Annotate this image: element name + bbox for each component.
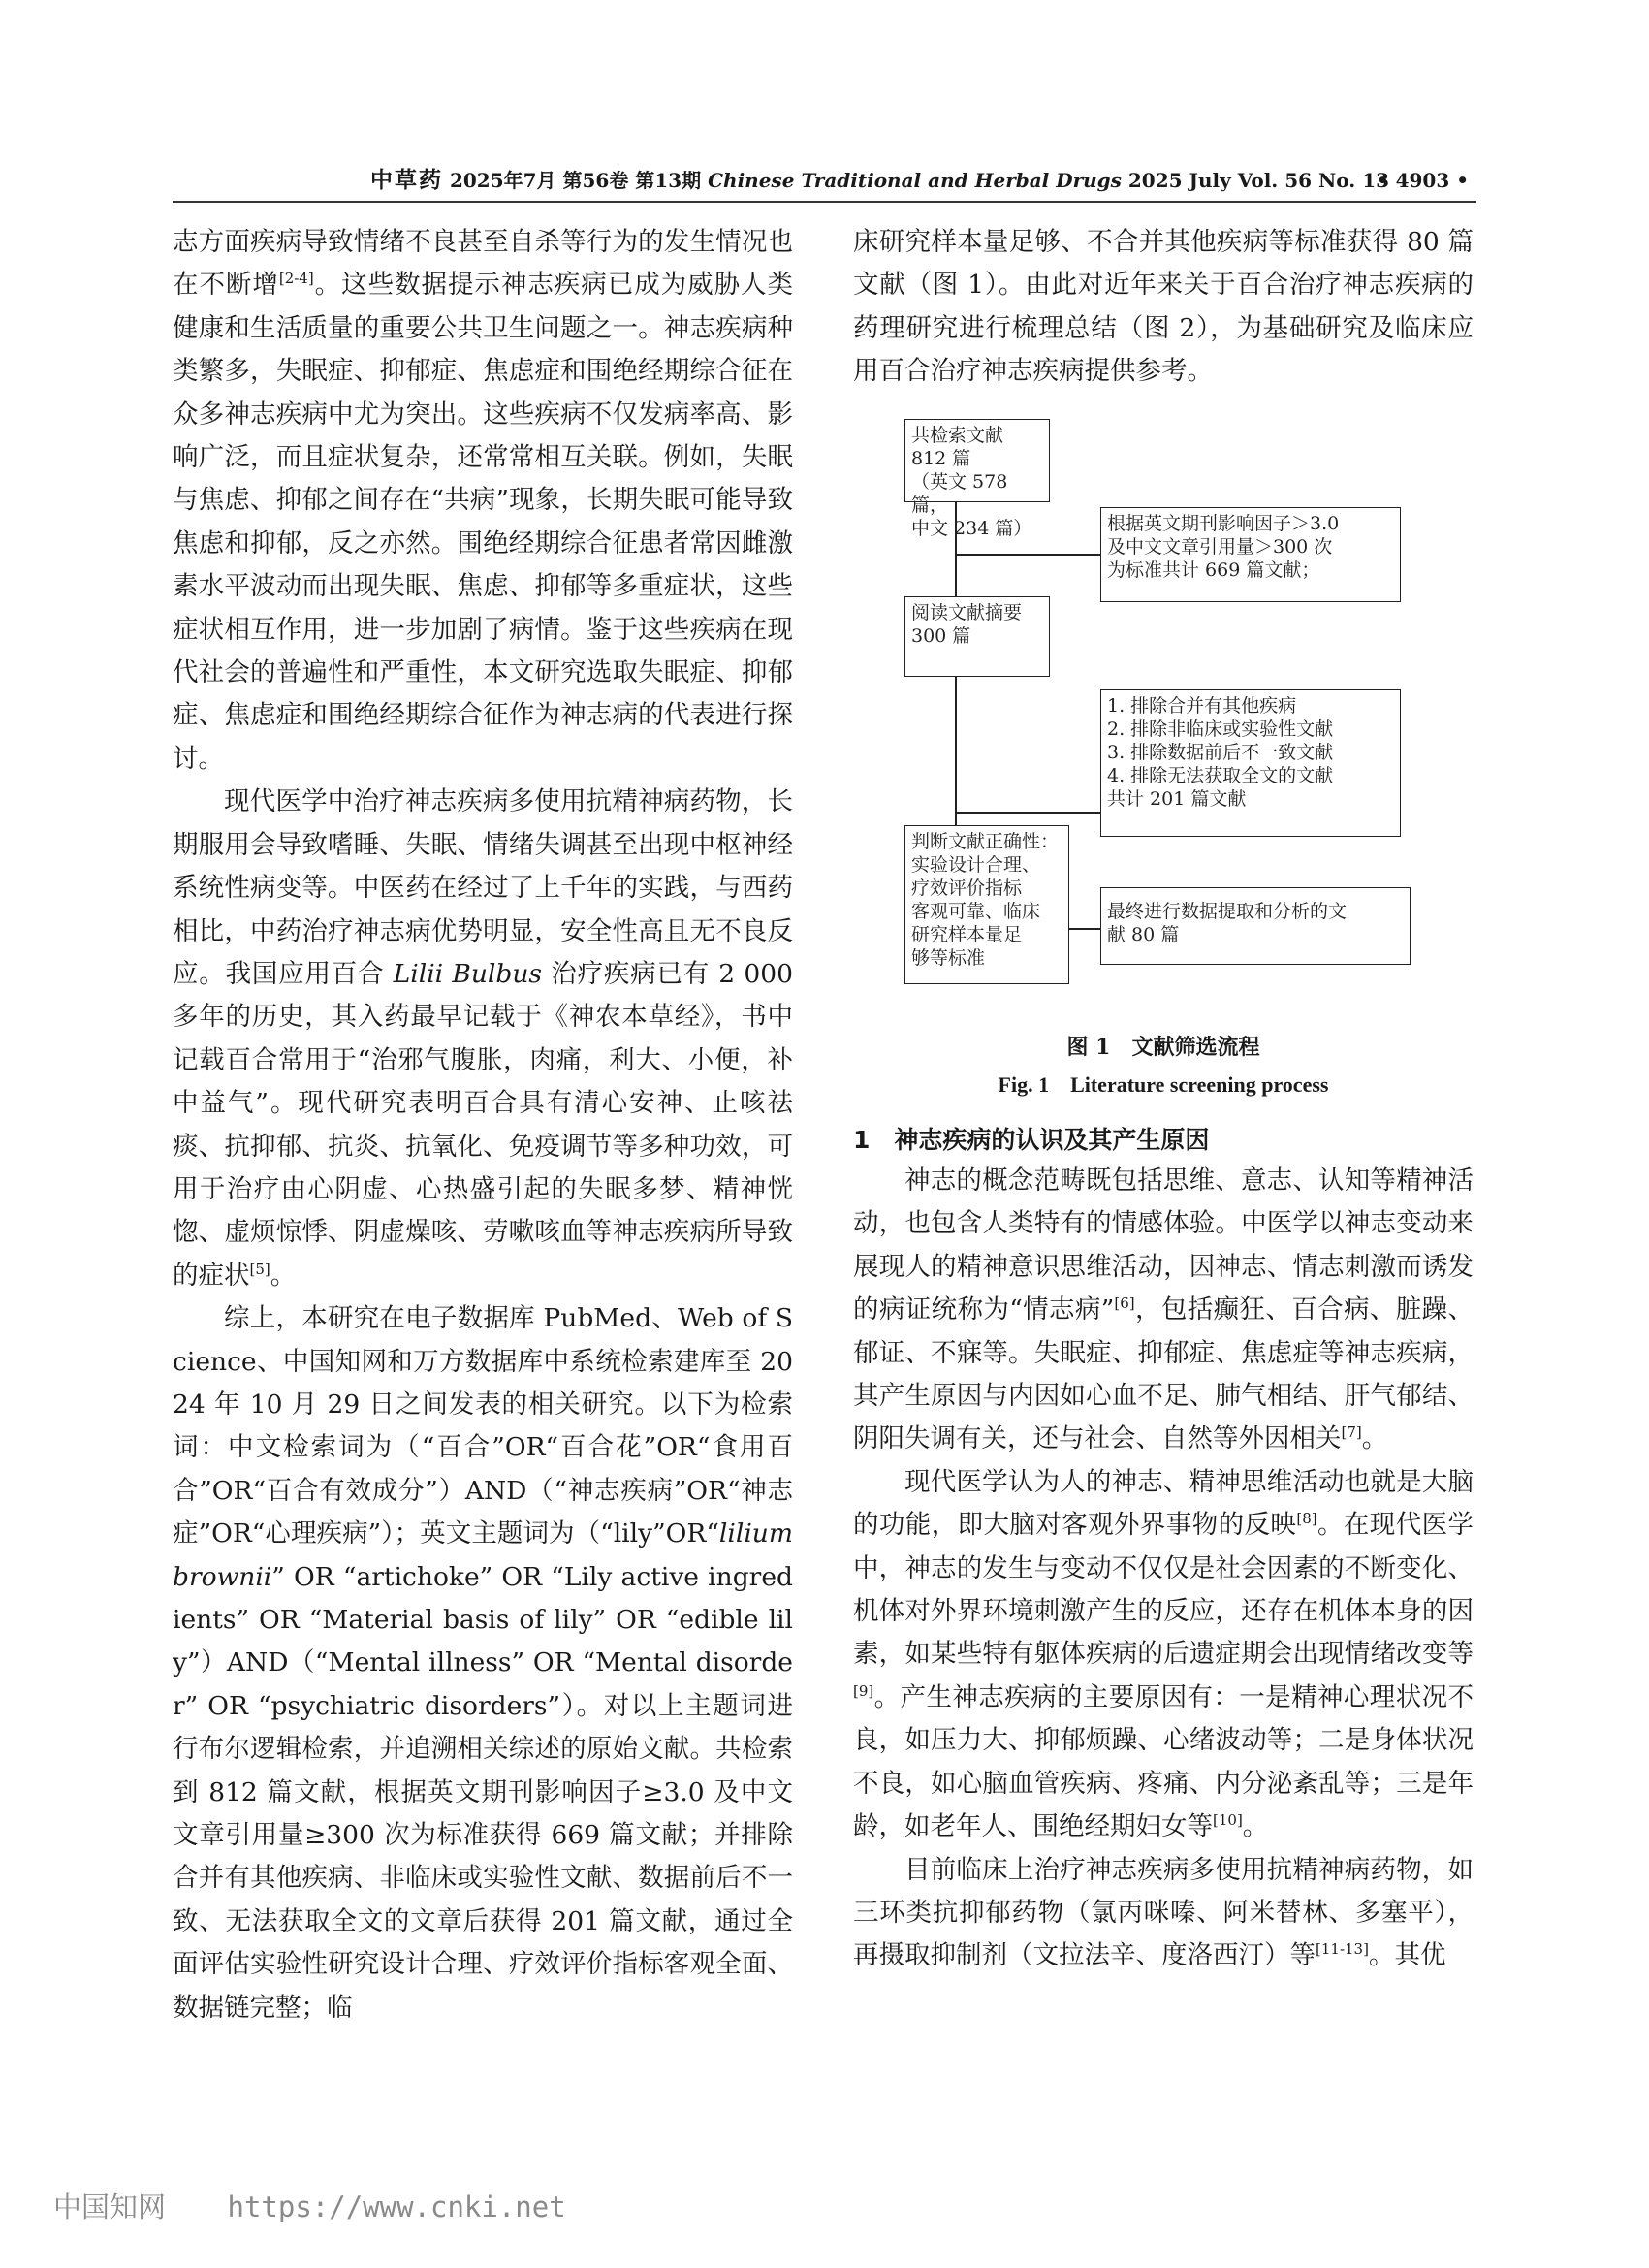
flow-box-total: 共检索文献 812 篇 （英文 578 篇， 中文 234 篇） xyxy=(904,419,1050,502)
journal-citation xyxy=(370,161,1389,200)
left-column xyxy=(173,221,793,2029)
citation-ref: [2-4] xyxy=(278,270,314,288)
figure-caption-cn: 图 1 文献筛选流程 xyxy=(1066,1035,1260,1060)
paragraph: 现代医学认为人的神志、精神思维活动也就是大脑的功能，即大脑对客观外界事物的反映[8]。在现代医学中，神志的发生与变动不仅仅是社会因素的不断变化、机体对外界环境刺激产生的反应，还存在机体本身的因素，如某些特有躯体疾病的后遗症期会出现情绪改变等[9]。产生神志疾病的主要原因有：一是精神心理状况不良，如压力大、抑郁烦躁、心绪波动等；二是身体状况不良，如心脑血管疾病、疼痛、内分泌紊乱等；三是年龄，如老年人、围绝经期妇女等[10]。 xyxy=(853,1466,1475,1842)
paragraph: 神志的概念范畴既包括思维、意志、认知等精神活动，也包含人类特有的情感体验。中医学以神志变动来展现人的精神意识思维活动，因神志、情志刺激而诱发的病证统称为“情志病”[6]，包括癫狂、百合病、脏躁、郁证、不寐等。失眠症、抑郁症、焦虑症等神志疾病，其产生原因与内因如心血不足、肺气相结、肝气郁结、阴阳失调有关，还与社会、自然等外因相关[7]。 xyxy=(853,1166,1474,1454)
cnki-brand: 中国知网 xyxy=(53,2190,167,2223)
latin-name: lilium brownii xyxy=(173,1518,793,1592)
citation-ref: [9] xyxy=(853,1681,874,1700)
header-divider xyxy=(173,201,1476,203)
citation-ref: [7] xyxy=(1341,1423,1362,1442)
paragraph: 现代医学中治疗神志疾病多使用抗精神病药物，长期服用会导致嗜睡、失眠、情绪失调甚至出现中枢神经系统性病变等。中医药在经过了上千年的实践，与西药相比，中药治疗神志病优势明显，安全性高且无不良反应。我国应用百合 Lilii Bulbus 治疗疾病已有 2 000 多年的历史，其入药最早记载于《神农本草经》，书中记载百合常用于“治邪气腹胀，肉痛，利大、小便，补中益气”。现代研究表明百合具有清心安神、止咳祛痰、抗抑郁、抗炎、抗氧化、免疫调节等多种功效，可用于治疗由心阴虚、心热盛引起的失眠多梦、精神恍惚、虚烦惊悸、阴虚燥咳、劳嗽咳血等神志疾病所导致的症状[5]。 xyxy=(173,786,793,1291)
citation-ref: [5] xyxy=(249,1260,270,1278)
running-header xyxy=(173,161,1476,200)
flow-box-impact-factor: 根据英文期刊影响因子＞3.0 及中文文章引用量＞300 次 为标准共计 669 篇文献； xyxy=(1100,507,1401,602)
cnki-url-link[interactable]: https://www.cnki.net xyxy=(227,2190,566,2223)
flow-box-judgement: 判断文献正确性： 实验设计合理、 疗效评价指标 客观可靠、临床 研究样本量足 够等标准 xyxy=(904,825,1069,984)
paragraph: 目前临床上治疗神志疾病多使用抗精神病药物，如三环类抗抑郁药物（氯丙咪嗪、阿米替林、多塞平），再摄取抑制剂（文拉法辛、度洛西汀）等[11-13]。其优 xyxy=(853,1854,1474,1971)
paragraph: 志方面疾病导致情绪不良甚至自杀等行为的发生情况也在不断增[2-4]。这些数据提示神志疾病已成为威胁人类健康和生活质量的重要公共卫生问题之一。神志疾病种类繁多，失眠症、抑郁症、焦虑症和围绝经期综合征在众多神志疾病中尤为突出。这些疾病不仅发病率高、影响广泛，而且症状复杂，还常常相互关联。例如，失眠与焦虑、抑郁之间存在“共病”现象，长期失眠可能导致焦虑和抑郁，反之亦然。围绝经期综合征患者常因雌激素水平波动而出现失眠、焦虑、抑郁等多重症状，这些症状相互作用，进一步加剧了病情。鉴于这些疾病在现代社会的普遍性和严重性，本文研究选取失眠症、抑郁症、焦虑症和围绝经期综合征作为神志病的代表进行探讨。 xyxy=(173,227,793,774)
latin-name: Lilii Bulbus xyxy=(393,958,543,989)
journal-name-en: Chinese Traditional and Herbal Drugs xyxy=(708,169,1122,192)
citation-ref: [10] xyxy=(1213,1811,1243,1830)
page-number: • 4903 • xyxy=(1376,169,1469,192)
right-column-section xyxy=(853,1160,1474,1978)
right-column-intro xyxy=(853,221,1474,394)
citation-ref: [11-13] xyxy=(1316,1940,1369,1959)
connector-line xyxy=(955,812,1100,814)
flow-box-abstracts: 阅读文献摘要 300 篇 xyxy=(904,596,1050,677)
connector-line xyxy=(1068,928,1100,930)
flow-box-final: 最终进行数据提取和分析的文 献 80 篇 xyxy=(1100,887,1411,965)
paragraph: 床研究样本量足够、不合并其他疾病等标准获得 80 篇文献（图 1）。由此对近年来关于百合治疗神志疾病的药理研究进行梳理总结（图 2），为基础研究及临床应用百合治疗神志疾病提供参考。 xyxy=(853,227,1474,387)
journal-issue-en: 2025 July Vol. 56 No. 13 xyxy=(1127,169,1390,192)
literature-screening-flowchart xyxy=(853,405,1474,992)
connector-line xyxy=(955,554,1100,556)
paragraph: 综上，本研究在电子数据库 PubMed、Web of Science、中国知网和万方数据库中系统检索建库至 2024 年 10 月 29 日之间发表的相关研究。以下为检索词：中文检索词为（“百合”OR“百合花”OR“食用百合”OR“百合有效成分”）AND（“神志疾病”OR“神志症”OR“心理疾病”）；英文主题词为（“lily”OR“lilium brownii” OR “artichoke” OR “Lily active ingredients” OR “Material basis of lily” OR “edible lily”）AND（“Mental illness” OR “Mental disorder” OR “psychiatric disorders”）。对以上主题词进行布尔逻辑检索，并追溯相关综述的原始文献。共检索到 812 篇文献，根据英文期刊影响因子≥3.0 及中文文章引用量≥300 次为标准获得 669 篇文献；并排除合并有其他疾病、非临床或实验性文献、数据前后不一致、无法获取全文的文章后获得 201 篇文献，通过全面评估实验性研究设计合理、疗效评价指标客观全面、数据链完整；临 xyxy=(173,1303,793,2023)
citation-ref: [6] xyxy=(1114,1294,1135,1313)
journal-name-cn: 中草药 xyxy=(370,167,443,193)
footer-watermark xyxy=(53,2186,566,2225)
figure-caption-en: Fig. 1 Literature screening process xyxy=(998,1072,1329,1097)
section-heading: 1 神志疾病的认识及其产生原因 xyxy=(853,1126,1210,1154)
journal-issue-cn: 2025年7月 第56卷 第13期 xyxy=(449,169,702,192)
flow-box-exclusions: 1. 排除合并有其他疾病 2. 排除非临床或实验性文献 3. 排除数据前后不一致文献 4. 排除无法获取全文的文献 共计 201 篇文献 xyxy=(1100,689,1401,837)
citation-ref: [8] xyxy=(1296,1510,1317,1528)
